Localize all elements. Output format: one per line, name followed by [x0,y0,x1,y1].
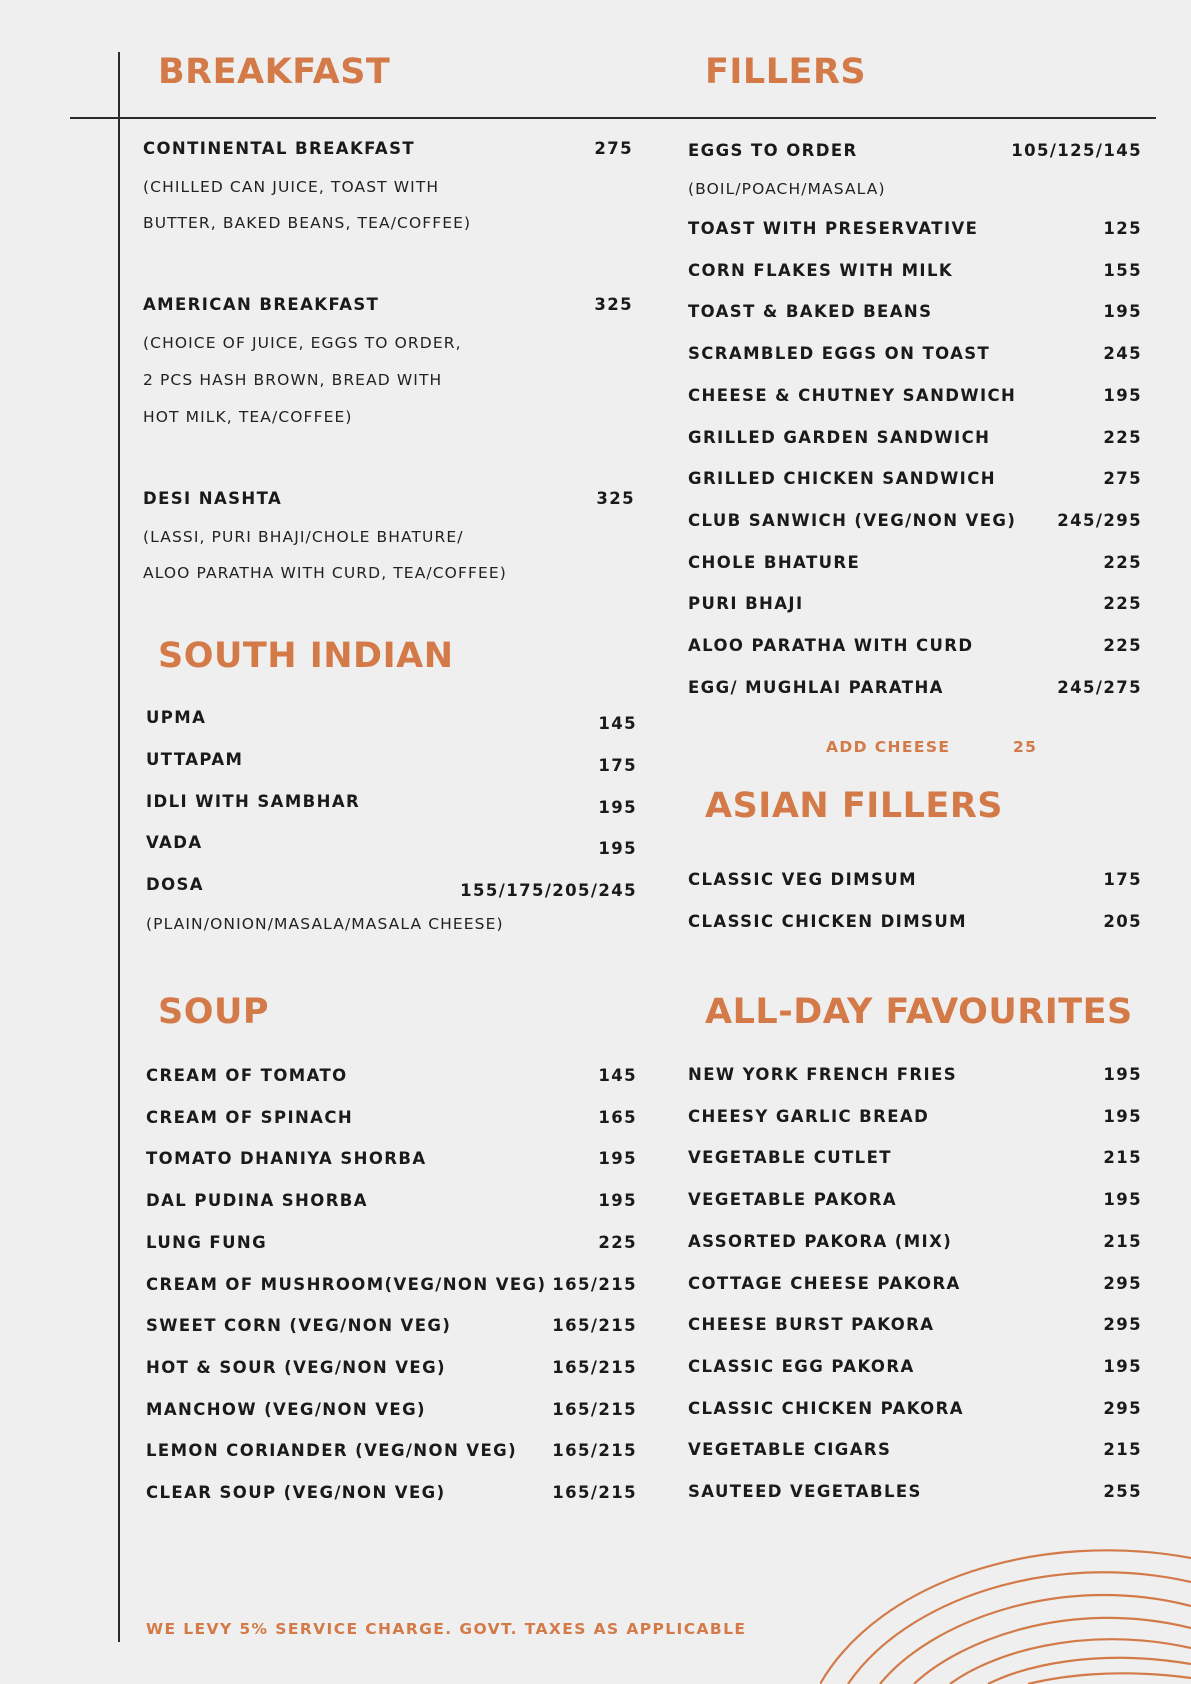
item-price: 255 [1103,1482,1142,1501]
item-price: 165/215 [552,1483,637,1502]
menu-item [688,299,1142,325]
item-name: CORN FLAKES WITH MILK [688,260,954,280]
item-name: DAL PUDINA SHORBA [146,1191,368,1211]
menu-item [688,383,1142,409]
item-price: 165/215 [552,1316,637,1336]
item-price: 145 [598,1066,637,1085]
item-price: 225 [1103,594,1142,614]
menu-item [688,216,1142,242]
item-name: CHOLE BHATURE [688,552,861,572]
vertical-divider [118,52,120,1642]
item-name: TOAST WITH PRESERVATIVE [688,219,979,238]
item-name: TOMATO DHANIYA SHORBA [146,1149,427,1169]
item-name: CREAM OF TOMATO [146,1066,348,1085]
item-name: CONTINENTAL BREAKFAST [143,139,416,158]
item-name: TOAST & BAKED BEANS [688,302,933,322]
item-name: ASSORTED PAKORA (MIX) [688,1231,953,1251]
menu-item [146,1313,637,1339]
menu-item [146,833,637,862]
menu-item [688,1271,1142,1297]
menu-item [146,1438,637,1464]
menu-item [688,258,1142,284]
item-name: CLEAR SOUP (VEG/NON VEG) [146,1483,446,1502]
footer-note: WE LEVY 5% SERVICE CHARGE. GOVT. TAXES AS APPLICABLE [146,1620,747,1638]
menu-item [688,466,1142,492]
item-price: 155 [1103,260,1142,280]
item-price: 215 [1103,1440,1142,1460]
item-price: 195 [598,1149,637,1169]
menu-item [688,633,1142,659]
item-description: (BOIL/POACH/MASALA) [688,180,886,198]
menu-item [688,1437,1142,1463]
item-price: 195 [1103,1356,1142,1376]
item-name: SCRAMBLED EGGS ON TOAST [688,344,991,364]
heading-breakfast: BREAKFAST [158,52,391,92]
item-name: CHEESE & CHUTNEY SANDWICH [688,385,1017,405]
menu-item [143,136,633,162]
heading-all-day-favourites: ALL-DAY FAVOURITES [705,992,1133,1032]
item-price: 245 [1103,344,1142,364]
item-name: NEW YORK FRENCH FRIES [688,1065,958,1084]
item-description: (CHILLED CAN JUICE, TOAST WITH [143,178,440,196]
menu-item [688,508,1142,534]
menu-item [146,708,637,737]
item-price: 225 [1103,636,1142,655]
item-price: 275 [594,139,633,158]
item-name: AMERICAN BREAKFAST [143,295,380,314]
item-price: 225 [598,1232,637,1252]
item-price: 165/215 [552,1357,637,1377]
item-price: 245/275 [1057,677,1142,697]
item-price: 215 [1103,1148,1142,1168]
item-name: LUNG FUNG [146,1232,268,1252]
item-name: EGGS TO ORDER [688,141,858,160]
item-name: CLUB SANWICH (VEG/NON VEG) [688,510,1017,530]
menu-item [688,591,1142,617]
menu-item [143,292,633,318]
item-price: 275 [1103,469,1142,489]
menu-item [146,1272,637,1298]
item-name: COTTAGE CHEESE PAKORA [688,1273,961,1293]
item-price: 125 [1103,219,1142,238]
menu-item [688,1312,1142,1338]
item-name: EGG/ MUGHLAI PARATHA [688,677,944,697]
item-price: 225 [1103,552,1142,572]
menu-item [688,1354,1142,1380]
heading-soup: SOUP [158,992,270,1032]
menu-item [688,1229,1142,1255]
item-description: (CHOICE OF JUICE, EGGS TO ORDER, [143,334,462,352]
item-price: 195 [1103,1065,1142,1084]
item-price: 245/295 [1057,510,1142,530]
item-price: 295 [1103,1398,1142,1418]
item-price: 295 [1103,1315,1142,1335]
item-name: GRILLED GARDEN SANDWICH [688,427,991,447]
heading-south-indian: SOUTH INDIAN [158,636,454,676]
item-description: (PLAIN/ONION/MASALA/MASALA CHEESE) [146,915,504,933]
menu-item [146,1355,637,1381]
item-price: 195 [1103,1190,1142,1210]
item-name: CLASSIC VEG DIMSUM [688,870,917,889]
item-name: VADA [146,833,203,852]
item-description: ALOO PARATHA WITH CURD, TEA/COFFEE) [143,564,507,582]
menu-item [146,1480,637,1506]
menu-item [146,792,637,821]
menu-item [688,341,1142,367]
item-name: MANCHOW (VEG/NON VEG) [146,1399,426,1419]
item-name: CHEESE BURST PAKORA [688,1315,935,1335]
item-price: 175 [1103,870,1142,889]
item-description: HOT MILK, TEA/COFFEE) [143,408,353,426]
menu-item [688,675,1142,701]
menu-item [146,1146,637,1172]
decorative-arcs [820,1540,1191,1684]
item-price: 215 [1103,1231,1142,1251]
item-price: 195 [1103,1106,1142,1126]
item-name: SWEET CORN (VEG/NON VEG) [146,1316,452,1336]
item-price: 325 [596,489,635,508]
item-name: CLASSIC EGG PAKORA [688,1356,915,1376]
item-price: 165/215 [552,1441,637,1461]
menu-item [688,1104,1142,1130]
item-name: DESI NASHTA [143,489,283,508]
item-name: VEGETABLE CIGARS [688,1440,892,1460]
menu-item [143,486,635,512]
item-name: CLASSIC CHICKEN PAKORA [688,1398,964,1418]
item-name: UTTAPAM [146,750,244,769]
item-name: CLASSIC CHICKEN DIMSUM [688,911,967,931]
item-price: 165/215 [552,1274,637,1294]
heading-fillers: FILLERS [705,52,867,92]
horizontal-divider [70,117,1156,119]
item-description: (LASSI, PURI BHAJI/CHOLE BHATURE/ [143,528,464,546]
item-name: ALOO PARATHA WITH CURD [688,636,974,655]
item-name: IDLI WITH SAMBHAR [146,792,361,811]
item-name: GRILLED CHICKEN SANDWICH [688,469,996,489]
item-name: CHEESY GARLIC BREAD [688,1106,930,1126]
item-price: 155/175/205/245 [460,881,637,900]
item-price: 195 [1103,302,1142,322]
add-cheese-label: ADD CHEESE [826,738,951,756]
item-price: 105/125/145 [1011,141,1142,160]
item-name: CREAM OF SPINACH [146,1107,354,1127]
item-price: 175 [598,756,637,775]
item-price: 165 [598,1107,637,1127]
item-price: 225 [1103,427,1142,447]
menu-item [688,867,1142,893]
item-name: CREAM OF MUSHROOM(VEG/NON VEG) [146,1274,547,1294]
item-price: 325 [594,295,633,314]
menu-item [688,1145,1142,1171]
menu-item [688,138,1142,164]
item-price: 165/215 [552,1399,637,1419]
item-price: 195 [598,839,637,858]
item-name: HOT & SOUR (VEG/NON VEG) [146,1357,446,1377]
menu-item [146,1230,637,1256]
menu-item [146,875,637,904]
add-cheese-price: 25 [1013,738,1038,756]
item-price: 205 [1103,911,1142,931]
menu-item [688,1187,1142,1213]
menu-item [688,425,1142,451]
item-name: VEGETABLE CUTLET [688,1148,892,1168]
item-name: LEMON CORIANDER (VEG/NON VEG) [146,1441,518,1461]
menu-item [146,750,637,779]
heading-asian-fillers: ASIAN FILLERS [705,786,1003,826]
item-price: 195 [598,798,637,817]
menu-item [146,1105,637,1131]
item-name: DOSA [146,875,204,894]
item-description: 2 PCS HASH BROWN, BREAD WITH [143,371,443,389]
item-price: 145 [598,714,637,733]
menu-item [688,1396,1142,1422]
menu-item [688,550,1142,576]
item-price: 195 [1103,385,1142,405]
item-name: UPMA [146,708,207,727]
item-price: 295 [1103,1273,1142,1293]
item-name: SAUTEED VEGETABLES [688,1482,922,1501]
menu-item [146,1063,637,1089]
item-description: BUTTER, BAKED BEANS, TEA/COFFEE) [143,214,472,232]
item-price: 195 [598,1191,637,1211]
menu-item [146,1397,637,1423]
menu-item [146,1188,637,1214]
menu-item [688,1062,1142,1088]
menu-item [688,1479,1142,1505]
item-name: PURI BHAJI [688,594,804,614]
menu-item [688,909,1142,935]
item-name: VEGETABLE PAKORA [688,1190,897,1210]
